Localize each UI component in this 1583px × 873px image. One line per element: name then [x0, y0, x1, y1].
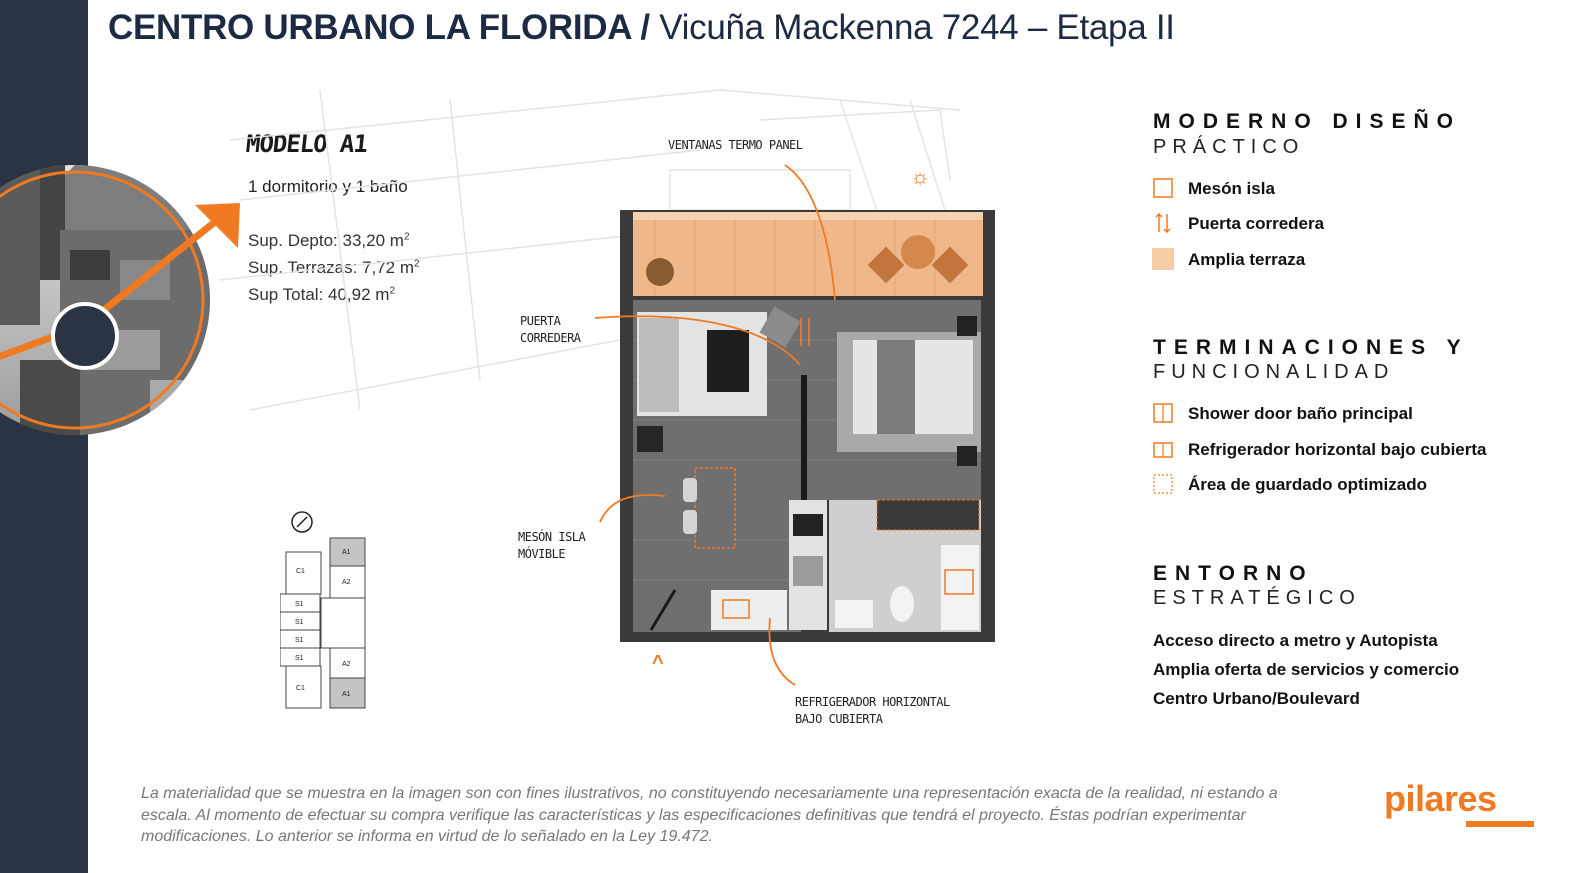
title-project: CENTRO URBANO LA FLORIDA /: [108, 8, 650, 47]
storage-area-icon: [1152, 473, 1174, 495]
model-description: 1 dormitorio y 1 baño: [248, 177, 408, 196]
feature-refrigerador: Refrigerador horizontal bajo cubierta: [1188, 440, 1487, 459]
area-total: Sup Total: 40,92 $m^2$: [248, 285, 396, 304]
legal-disclaimer: La materialidad que se muestra en la imagen son con fines ilustrativos, no constituyendo necesariamente una representación exacta de la realidad, ni estando a escala. Al momento de efectuar su compra verifique las características y las especificaciones definitivas que tendrá el proyecto. Éstas podrían experimentar modificaciones. Lo anterior se informa en virtud de lo señalado en la Ley 19.472.: [141, 785, 1278, 845]
sliding-door-icon: [1152, 212, 1174, 234]
keyplan-s1-b: S1: [295, 619, 304, 626]
brand-logo-underline: [1466, 821, 1534, 827]
feature-shower-door: Shower door baño principal: [1188, 404, 1413, 423]
keyplan-a2-top: A2: [342, 579, 351, 586]
keyplan-a1-top: A1: [342, 549, 351, 556]
page-title: [108, 8, 1175, 48]
key-plan: [280, 500, 380, 715]
annotation-puerta-2: CORREDERA: [520, 331, 581, 345]
meson-isla-icon: [1152, 177, 1174, 199]
keyplan-c1-bottom: C1: [296, 685, 305, 692]
feature-puerta-corredera: Puerta corredera: [1188, 214, 1325, 233]
keyplan-c1-top: C1: [296, 568, 305, 575]
sun-icon: ☼: [910, 164, 931, 189]
title-address: Vicuña Mackenna 7244 – Etapa II: [659, 8, 1175, 47]
feature-meson-isla: Mesón isla: [1188, 179, 1275, 198]
environment-item-servicios: Amplia oferta de servicios y comercio: [1153, 660, 1460, 679]
section-design-subtitle: PRÁCTICO: [1153, 136, 1305, 158]
model-name: MODELO A1: [244, 130, 369, 158]
keyplan-a1-bottom: A1: [342, 691, 351, 698]
environment-item-metro: Acceso directo a metro y Autopista: [1153, 631, 1438, 650]
annotation-meson-1: MESÓN ISLA: [518, 530, 586, 544]
keyplan-s1-d: S1: [295, 655, 304, 662]
terrace-table: [901, 235, 935, 269]
area-terrazas: Sup. Terrazas: 7,72 $m^2$: [248, 258, 420, 277]
section-environment-subtitle: ESTRATÉGICO: [1153, 587, 1361, 609]
annotation-refri-2: BAJO CUBIERTA: [795, 712, 883, 726]
brand-logo: pilares: [1384, 778, 1497, 819]
annotation-ventanas: VENTANAS TERMO PANEL: [668, 138, 803, 152]
plan-arrows: [580, 140, 860, 700]
annotation-puerta-1: PUERTA: [520, 314, 561, 328]
environment-item-boulevard: Centro Urbano/Boulevard: [1153, 689, 1360, 708]
area-depto: Sup. Depto: 33,20 $m^2$: [248, 231, 410, 250]
keyplan-s1-c: S1: [295, 637, 304, 644]
annotation-refri-1: REFRIGERADOR HORIZONTAL: [795, 695, 950, 709]
annotation-meson-2: MÓVIBLE: [518, 547, 566, 561]
keyplan-a2-bottom: A2: [342, 661, 351, 668]
section-finishes-title: TERMINACIONES Y: [1153, 336, 1469, 359]
section-finishes-subtitle: FUNCIONALIDAD: [1153, 361, 1395, 383]
feature-area-guardado: Área de guardado optimizado: [1188, 475, 1427, 494]
keyplan-s1-a: S1: [295, 601, 304, 608]
section-environment-title: ENTORNO: [1153, 562, 1314, 585]
entrance-arrow-icon: ^: [652, 652, 664, 674]
fridge-icon: [1152, 438, 1174, 460]
shower-door-icon: [1152, 402, 1174, 424]
section-design-title: MODERNO DISEÑO: [1153, 110, 1462, 133]
terrace-swatch-icon: [1152, 248, 1174, 270]
feature-amplia-terraza: Amplia terraza: [1188, 250, 1306, 269]
